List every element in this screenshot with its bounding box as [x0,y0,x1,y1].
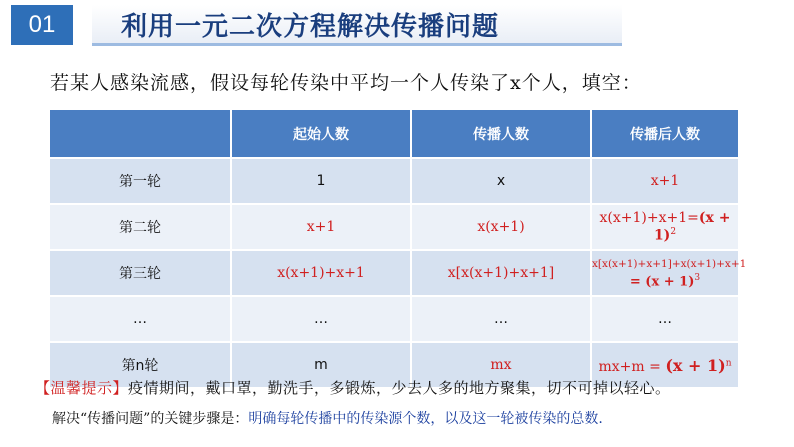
after-count: x+1 [591,158,739,204]
start-count: m [231,342,411,388]
after-count [591,204,739,250]
tip-text: 疫情期间，戴口罩，勤洗手，多锻炼，少去人多的地方聚集，切不可掉以轻心。 [128,379,671,397]
start-count: 1 [231,158,411,204]
after-exponent: n [725,357,732,368]
tip-line [35,377,671,398]
table-row [49,296,739,342]
spread-count: x(x+1) [411,204,591,250]
header-spread: 传播人数 [411,109,591,158]
after-expr: x(x+1)+x+1= [599,210,699,227]
tip-label: 【温馨提示】 [35,379,129,397]
start-count: … [231,296,411,342]
table-header-row [49,109,739,158]
after-power: = (x + 1) [629,274,695,290]
after-count [591,250,747,296]
page-title: 利用一元二次方程解决传播问题 [120,11,499,42]
header-after: 传播后人数 [591,109,739,158]
after-expr: x[x(x+1)+x+1]+x(x+1)+x+1 [592,257,747,270]
after-expr: mx+m = [598,358,666,375]
round-label: … [49,296,231,342]
after-power: (x + 1) [653,210,731,244]
table-row [49,250,739,296]
after-exponent: 2 [670,227,677,238]
after-power: (x + 1) [665,355,726,375]
round-label: 第三轮 [49,250,231,296]
table-row [49,158,739,204]
round-label: 第n轮 [49,342,231,388]
after-exponent: 3 [694,272,701,283]
table-row [49,204,739,250]
spread-count: x[x(x+1)+x+1] [411,250,591,296]
intro-text: 若某人感染流感，假设每轮传染中平均一个人传染了x个人，填空： [50,72,642,94]
round-label: 第二轮 [49,204,231,250]
start-count: x+1 [231,204,411,250]
start-count: x(x+1)+x+1 [231,250,411,296]
header-blank [49,109,231,158]
section-number: 01 [11,5,73,45]
spread-count: mx [411,342,591,388]
spread-table [48,108,747,389]
header-start: 起始人数 [231,109,411,158]
key-prefix: 解决“传播问题”的关键步骤是： [52,411,249,427]
spread-count: … [411,296,591,342]
key-steps-line [52,408,603,428]
after-count: … [591,296,739,342]
round-label: 第一轮 [49,158,231,204]
key-text: 明确每轮传播中的传染源个数，以及这一轮被传染的总数. [248,411,603,427]
spread-count: x [411,158,591,204]
